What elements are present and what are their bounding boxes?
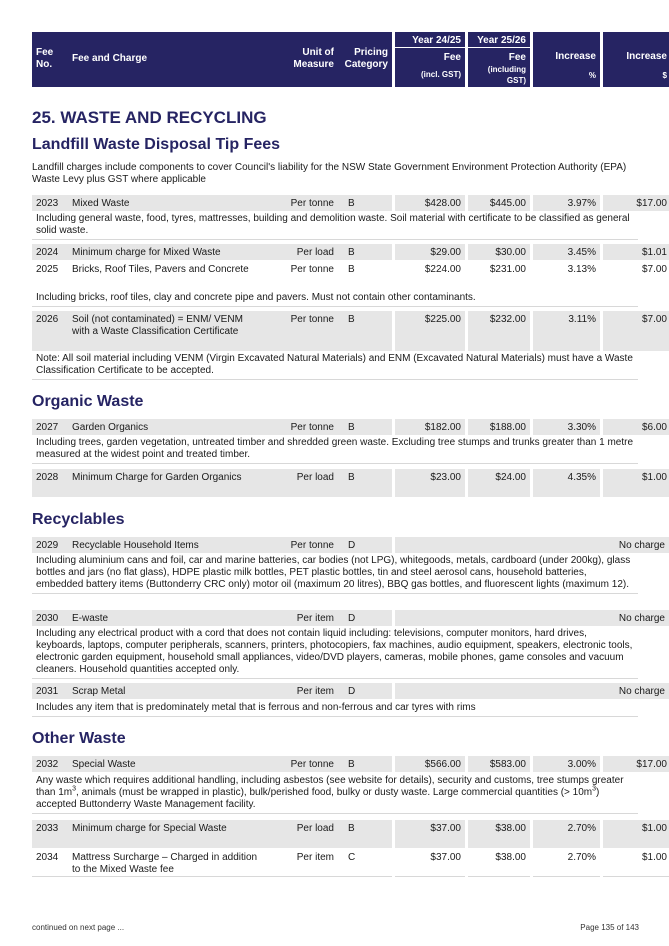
header-increase-dollar — [603, 32, 669, 87]
fee-increase-dollar: $1.00 — [603, 469, 669, 497]
fee-unit: Per tonne — [266, 261, 338, 289]
fee-increase-pct: 3.45% — [533, 244, 600, 260]
fee-name: Garden Organics — [68, 419, 266, 435]
fee-no: 2033 — [32, 820, 68, 848]
fee-year-2526: $24.00 — [468, 469, 530, 497]
fee-note: Including any electrical product with a cord that does not contain liquid including: televisions, computer monitors, hard drives, keyboards, laptops, computer peripherals, scanners, printers, photocopiers, fax machines, audio equipment, speakers, electronic tools, electronic garden equipment, household small appliances, video/DVD players, cameras, mobile phones, game consoles and vacuum cleaners. Household quantities accepted only. — [32, 626, 638, 679]
fee-name: Recyclable Household Items — [68, 537, 266, 553]
fee-no: 2032 — [32, 756, 68, 772]
fee-unit: Per tonne — [266, 537, 338, 553]
landfill-intro: Landfill charges include components to cover Council's liability for the NSW State Government Environment Protection Authority (EPA) Waste Levy plus GST where applicable — [32, 162, 627, 185]
fee-year-2425: $182.00 — [395, 419, 465, 435]
table-row — [32, 419, 667, 435]
table-row — [32, 195, 667, 211]
fee-unit: Per tonne — [266, 311, 338, 351]
fee-unit: Per item — [266, 849, 338, 877]
header-fee-and-charge-label: Fee and Charge — [72, 53, 148, 64]
fee-no: 2028 — [32, 469, 68, 497]
fee-unit: Per load — [266, 244, 338, 260]
fee-note: Including bricks, roof tiles, clay and concrete pipe and pavers. Must not contain other contaminants. — [32, 290, 638, 307]
fee-no-charge: No charge — [395, 610, 669, 626]
header-unit-label: Unit of Measure — [293, 47, 334, 70]
fee-year-2526: $38.00 — [468, 820, 530, 848]
recyclables-heading: Recyclables — [32, 511, 125, 528]
header-year-2526-fee: Fee — [508, 52, 526, 63]
continued-note: continued on next page ... — [32, 923, 125, 932]
header-pricing-category — [338, 32, 392, 87]
fee-note: Including general waste, food, tyres, mattresses, building and demolition waste. Soil material with certificate to be classified as general solid waste. — [32, 211, 638, 240]
fee-no: 2030 — [32, 610, 68, 626]
fee-unit: Per load — [266, 820, 338, 848]
fee-year-2526: $38.00 — [468, 849, 530, 877]
landfill-heading: Landfill Waste Disposal Tip Fees — [32, 136, 281, 153]
table-row — [32, 820, 667, 848]
fee-category: B — [338, 419, 392, 435]
fee-no: 2034 — [32, 849, 68, 877]
fee-year-2425: $225.00 — [395, 311, 465, 351]
header-year-2526 — [468, 32, 530, 87]
header-increase-pct-sub: % — [588, 71, 596, 80]
fee-increase-dollar: $17.00 — [603, 756, 669, 772]
header-fee-and-charge — [68, 32, 266, 87]
fee-note-part: ) accepted Buttonderry Waste Management facility. — [36, 787, 600, 810]
table-row — [32, 311, 667, 351]
header-fee-no-label: Fee No. — [36, 47, 54, 70]
fee-category: B — [338, 469, 392, 497]
fee-increase-dollar: $1.00 — [603, 849, 669, 877]
fee-note — [32, 773, 638, 814]
fee-increase-pct: 4.35% — [533, 469, 600, 497]
header-year-2425 — [395, 32, 465, 87]
header-fee-no — [32, 32, 68, 87]
fee-year-2425: $37.00 — [395, 849, 465, 877]
fee-category: D — [338, 537, 392, 553]
fee-category: B — [338, 820, 392, 848]
header-year-2425-sub: (incl. GST) — [421, 70, 461, 79]
fee-no-charge: No charge — [395, 537, 669, 553]
fee-no: 2025 — [32, 261, 68, 289]
fee-increase-dollar: $1.01 — [603, 244, 669, 260]
fee-no: 2023 — [32, 195, 68, 211]
fee-increase-dollar: $17.00 — [603, 195, 669, 211]
fee-unit: Per tonne — [266, 195, 338, 211]
header-category-label: Pricing Category — [344, 47, 388, 70]
fee-note-superscript: 3 — [592, 785, 597, 793]
fee-note: Including trees, garden vegetation, untreated timber and shredded green waste. Excluding tree stumps and trunks greater than 1 metre measured at the widest point and treated timber. — [32, 435, 638, 464]
fee-increase-pct: 3.13% — [533, 261, 600, 289]
fee-unit: Per item — [266, 610, 338, 626]
fee-year-2425: $23.00 — [395, 469, 465, 497]
fee-no: 2026 — [32, 311, 68, 351]
fee-table-header — [32, 32, 667, 87]
fee-category: B — [338, 195, 392, 211]
fee-year-2425: $37.00 — [395, 820, 465, 848]
fee-name: Mattress Surcharge – Charged in addition to the Mixed Waste fee — [68, 849, 266, 877]
fee-category: D — [338, 610, 392, 626]
fee-note-part: Any waste which requires additional handling, including asbestos (see website for details), security and customs, tree stumps greater than 1m — [36, 775, 624, 798]
fee-unit: Per tonne — [266, 756, 338, 772]
fee-no: 2031 — [32, 683, 68, 699]
table-row — [32, 683, 665, 699]
fee-category: B — [338, 244, 392, 260]
other-heading: Other Waste — [32, 730, 126, 747]
fee-no: 2029 — [32, 537, 68, 553]
fee-name: Special Waste — [68, 756, 266, 772]
fee-no-charge: No charge — [395, 683, 669, 699]
fee-note: Including aluminium cans and foil, car and marine batteries, car bodies (not LPG), whitegoods, metals, cardboard (under 200kg), glass bottles and jars (no flat glass), HDPE plastic milk bottles, PET plastic bottles, tin and steel aerosol cans, household batteries, embedded battery items (Buttonderry CRC only) motor oil (maximum 20 litres), BBQ gas bottles, and fluorescent lights (maximum 12). — [32, 553, 638, 594]
table-row — [32, 537, 665, 553]
header-unit-of-measure — [266, 32, 338, 87]
fee-increase-pct: 3.97% — [533, 195, 600, 211]
fee-name: Minimum Charge for Garden Organics — [68, 469, 266, 497]
fee-year-2526: $445.00 — [468, 195, 530, 211]
fee-year-2526: $583.00 — [468, 756, 530, 772]
header-increase-percent — [533, 32, 600, 87]
fee-unit: Per item — [266, 683, 338, 699]
fee-increase-pct: 2.70% — [533, 820, 600, 848]
fee-name: Scrap Metal — [68, 683, 266, 699]
fee-name: Bricks, Roof Tiles, Pavers and Concrete — [68, 261, 266, 289]
fee-year-2526: $232.00 — [468, 311, 530, 351]
header-increase-dollar-label: Increase — [626, 51, 667, 62]
fee-increase-pct: 2.70% — [533, 849, 600, 877]
fee-category: B — [338, 756, 392, 772]
fee-category: C — [338, 849, 392, 877]
fee-name: Soil (not contaminated) = ENM/ VENM with a Waste Classification Certificate — [68, 311, 266, 351]
fee-increase-dollar: $7.00 — [603, 261, 669, 289]
table-row — [32, 261, 667, 289]
table-row — [32, 849, 667, 877]
fee-name: Minimum charge for Mixed Waste — [68, 244, 266, 260]
fee-increase-pct: 3.00% — [533, 756, 600, 772]
fee-no: 2024 — [32, 244, 68, 260]
header-increase-dollar-sub: $ — [662, 71, 667, 80]
fee-no: 2027 — [32, 419, 68, 435]
fee-year-2425: $29.00 — [395, 244, 465, 260]
fee-note-part: , animals (must be wrapped in plastic), bulk/perished food, bulky or dusty waste. Large commercial quantities (> 10m — [76, 787, 593, 798]
fee-year-2526: $188.00 — [468, 419, 530, 435]
fee-note-superscript: 3 — [72, 785, 77, 793]
table-row — [32, 469, 667, 497]
fee-unit: Per tonne — [266, 419, 338, 435]
fee-unit: Per load — [266, 469, 338, 497]
table-row — [32, 610, 665, 626]
table-row — [32, 244, 667, 260]
header-year-2526-sub: (including GST) — [487, 65, 526, 85]
fee-year-2526: $231.00 — [468, 261, 530, 289]
fee-category: B — [338, 311, 392, 351]
fee-year-2425: $224.00 — [395, 261, 465, 289]
header-increase-pct-label: Increase — [555, 51, 596, 62]
header-year-2425-label: Year 24/25 — [395, 32, 465, 48]
fee-increase-pct: 3.11% — [533, 311, 600, 351]
header-year-2425-fee: Fee — [443, 52, 461, 63]
fee-category: B — [338, 261, 392, 289]
header-year-2526-label: Year 25/26 — [468, 32, 530, 48]
fee-increase-dollar: $7.00 — [603, 311, 669, 351]
fee-increase-dollar: $6.00 — [603, 419, 669, 435]
fee-name: E-waste — [68, 610, 266, 626]
fee-year-2425: $428.00 — [395, 195, 465, 211]
section-title: 25. WASTE AND RECYCLING — [32, 108, 267, 127]
fee-category: D — [338, 683, 392, 699]
fee-increase-pct: 3.30% — [533, 419, 600, 435]
fee-year-2526: $30.00 — [468, 244, 530, 260]
fee-name: Minimum charge for Special Waste — [68, 820, 266, 848]
organic-heading: Organic Waste — [32, 393, 144, 410]
table-row — [32, 756, 667, 772]
fee-name: Mixed Waste — [68, 195, 266, 211]
fee-note: Note: All soil material including VENM (Virgin Excavated Natural Materials) and ENM (Excavated Natural Materials) must have a Waste Classification Certificate to be accepted. — [32, 351, 638, 380]
fee-note: Includes any item that is predominately metal that is ferrous and non-ferrous and car tyres with rims — [32, 700, 638, 717]
page-number: Page 135 of 143 — [580, 923, 639, 932]
fee-increase-dollar: $1.00 — [603, 820, 669, 848]
fee-year-2425: $566.00 — [395, 756, 465, 772]
